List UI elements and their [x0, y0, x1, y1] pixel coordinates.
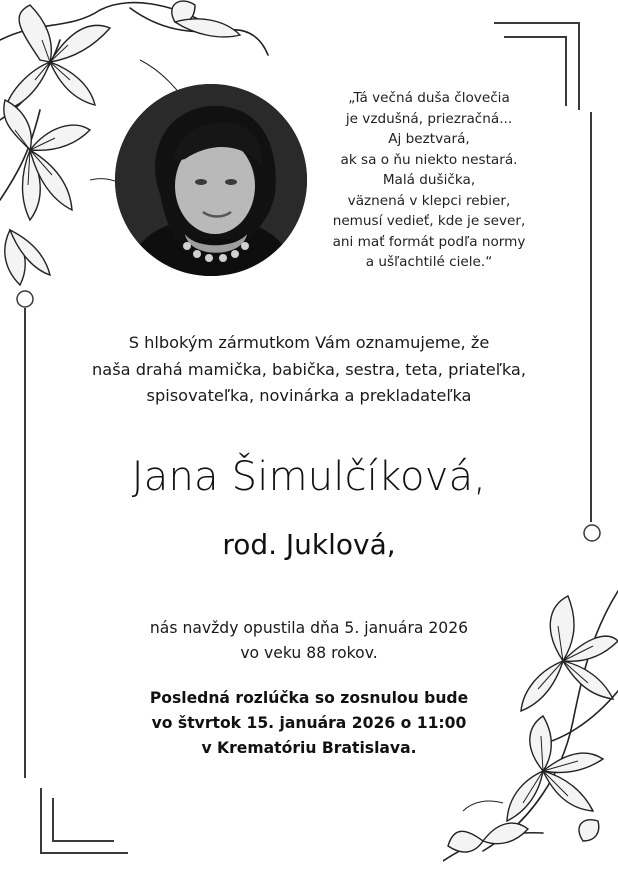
poem-line: väznená v klepci rebier, [347, 192, 511, 209]
poem-line: „Tá večná duša človečia [348, 90, 510, 106]
frame-bottom-left-v2 [52, 798, 54, 842]
death-info [60, 616, 558, 666]
maiden-name: rod. Juklová, [222, 528, 396, 561]
frame-top-right-h [494, 22, 580, 24]
intro-line: spisovateľka, novinárka a prekladateľka [146, 386, 472, 405]
poem-line: ani mať formát podľa normy [332, 233, 526, 250]
poem-line: ak sa o ňu niekto nestará. [340, 151, 518, 168]
frame-top-right-v [578, 22, 580, 110]
deceased-name: Jana Šimulčíková, [131, 454, 487, 500]
frame-bottom-left-h2 [52, 840, 114, 842]
poem-line: nemusí vedieť, kde je sever, [332, 213, 526, 229]
death-line: nás navždy opustila dňa 5. januára 2026 [149, 619, 469, 637]
death-line: vo veku 88 rokov. [240, 644, 378, 662]
frame-top-right-h2 [504, 36, 566, 38]
frame-bottom-left-v [40, 788, 42, 854]
intro-line: naša drahá mamička, babička, sestra, teta, priateľka, [92, 359, 526, 379]
poem-line: Malá dušička, [382, 172, 476, 188]
funeral-info [60, 686, 558, 761]
announcement-intro [40, 330, 578, 410]
circle-ornament-left [14, 288, 36, 310]
funeral-line: Posledná rozlúčka so zosnulou bude [149, 689, 469, 707]
funeral-line: vo štvrtok 15. januára 2026 o 11:00 [151, 714, 467, 732]
frame-bottom-left-h [40, 852, 128, 854]
frame-top-right-v2 [565, 36, 567, 106]
poem-line: Aj beztvará, [388, 131, 470, 147]
funeral-line: v Krematóriu Bratislava. [201, 739, 417, 757]
poem-line: a ušľachtilé ciele.“ [365, 254, 493, 270]
portrait-photo [115, 84, 307, 276]
poem-quote [300, 88, 558, 273]
poem-line: je vzdušná, priezračná... [345, 110, 513, 127]
intro-line: S hlbokým zármutkom Vám oznamujeme, že [128, 333, 490, 352]
